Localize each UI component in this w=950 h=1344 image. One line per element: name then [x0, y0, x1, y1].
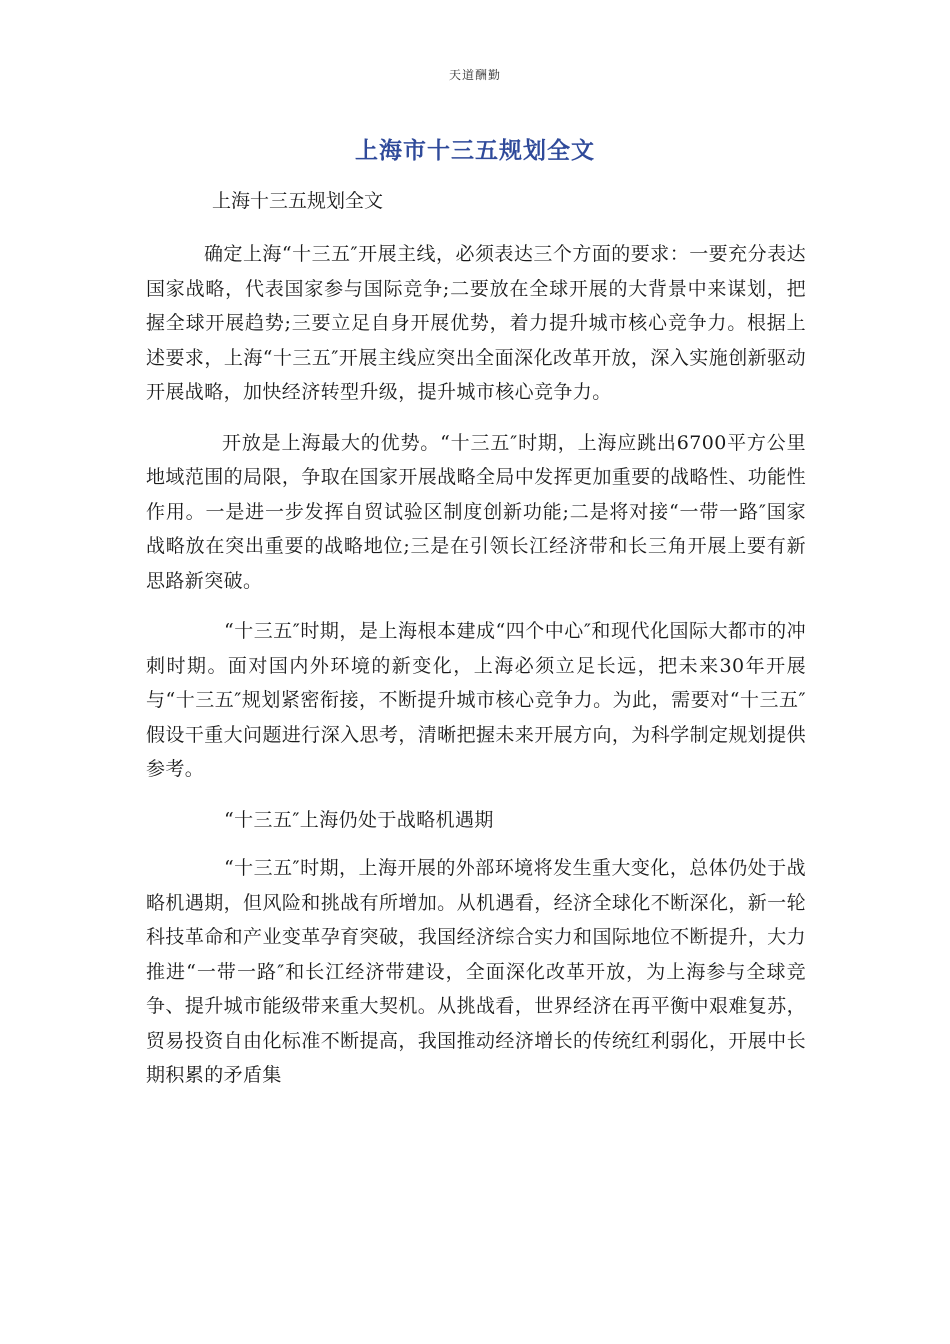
paragraph-main-line: 确定上海“十三五″开展主线，必须表达三个方面的要求：一要充分表达国家战略，代表国家参与国际竞争;二要放在全球开展的大背景中来谋划，把握全球开展趋势;三要立足自身开展优势，着力提升城市核心竞争力。根据上述要求，上海“十三五″开展主线应突出全面深化改革开放，深入实施创新驱动开展战略，加快经济转型升级，提升城市核心竞争力。	[146, 243, 806, 403]
page-header: 天道酬勤	[448, 68, 501, 82]
paragraph-sprint-period: “十三五″时期，是上海根本建成“四个中心″和现代化国际大都市的冲刺时期。面对国内外环境的新变化，上海必须立足长远，把未来30年开展与“十三五″规划紧密衔接，不断提升城市核心竞争力。为此，需要对“十三五″假设干重大问题进行深入思考，清晰把握未来开展方向，为科学制定规划提供参考。	[146, 620, 806, 780]
document-title: 上海市十三五规划全文	[355, 138, 595, 164]
document-subtitle: 上海十三五规划全文	[212, 190, 384, 212]
section-heading: “十三五″上海仍处于战略机遇期	[224, 808, 494, 831]
paragraph-opening-advantage: 开放是上海最大的优势。“十三五″时期，上海应跳出6700平方公里地域范围的局限，争取在国家开展战略全局中发挥更加重要的战略性、功能性作用。一是进一步发挥自贸试验区制度创新功能;二是将对接“一带一路″国家战略放在突出重要的战略地位;三是在引领长江经济带和长三角开展上要有新思路新突破。	[146, 431, 806, 592]
paragraph-opportunity-period: “十三五″时期，上海开展的外部环境将发生重大变化，总体仍处于战略机遇期，但风险和挑战有所增加。从机遇看，经济全球化不断深化，新一轮科技革命和产业变革孕育突破，我国经济综合实力和国际地位不断提升，大力推进“一带一路″和长江经济带建设，全面深化改革开放，为上海参与全球竞争、提升城市能级带来重大契机。从挑战看，世界经济在再平衡中艰难复苏，贸易投资自由化标准不断提高，我国推动经济增长的传统红利弱化，开展中长期积累的矛盾集	[146, 857, 806, 1086]
document-body	[146, 237, 806, 1109]
